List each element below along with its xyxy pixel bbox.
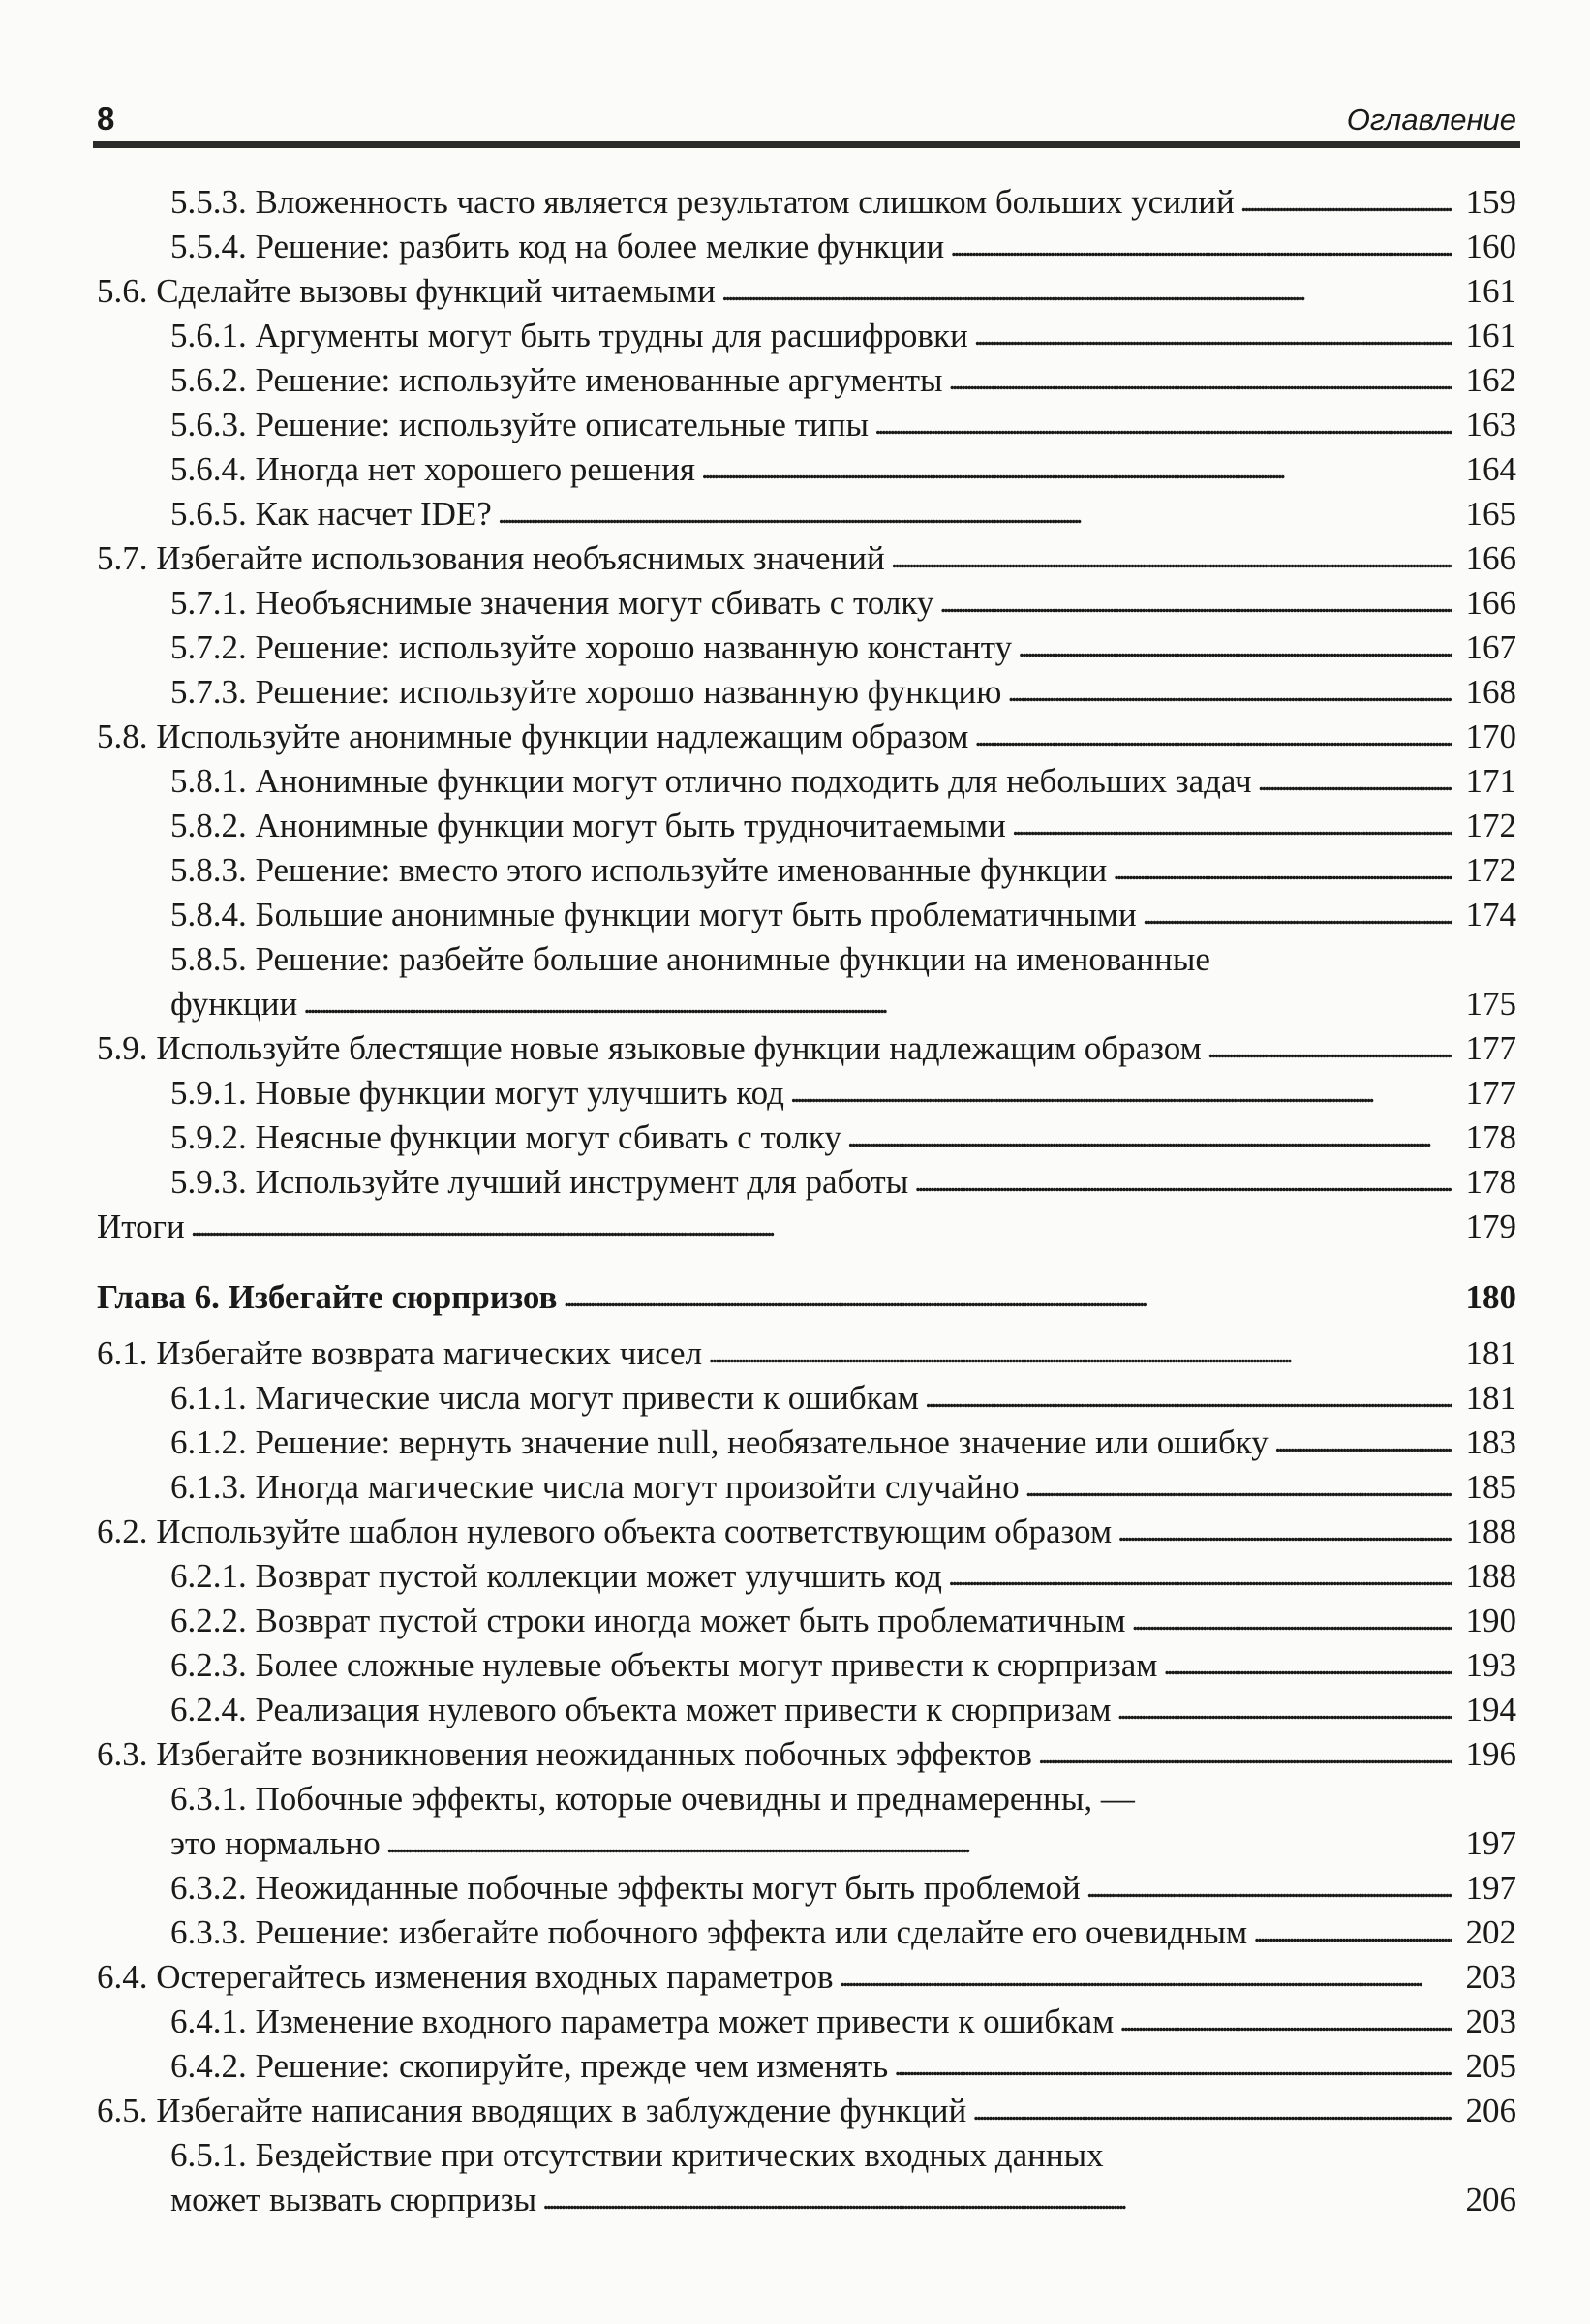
toc-entry [93,1071,1516,1116]
dot-leader [1012,804,1452,848]
toc-entry [93,1160,1516,1205]
toc-page-number: 206 [1465,2181,1516,2218]
toc-entry [93,626,1516,670]
dot-leader [1163,1643,1452,1688]
toc-page-number: 179 [1465,1208,1516,1245]
toc-entry-title: 5.9.1. Новые функции могут улучшить код [170,1074,784,1112]
toc-page-number: 197 [1465,1869,1516,1907]
dot-leader [790,1071,1452,1116]
toc-page-number: 183 [1465,1423,1516,1461]
toc-entry [93,2044,1516,2089]
toc-entry-title: 5.8.1. Анонимные функции могут отлично подходить для небольших задач [170,762,1252,800]
dot-leader [1119,2000,1452,2044]
dot-leader [1258,759,1452,804]
toc-entry [93,447,1516,492]
toc-page-number: 188 [1465,1557,1516,1595]
toc-entry-title: 6.1. Избегайте возврата магических чисел [97,1334,703,1372]
toc-entry [93,715,1516,759]
header-rule [93,141,1520,148]
toc-entry-title: 5.5.3. Вложенность часто является результатом слишком больших усилий [170,183,1235,221]
dot-leader [948,1554,1452,1599]
toc-entry-title: 5.6.1. Аргументы могут быть трудны для расшифровки [170,317,968,354]
toc-entry-title-continued: это нормально [170,1824,381,1862]
toc-page-number: 171 [1465,762,1516,800]
toc-page-number: 167 [1465,628,1516,666]
toc-entry [93,314,1516,358]
toc-page-number: 181 [1465,1379,1516,1417]
toc-page-number: 180 [1465,1278,1516,1316]
dot-leader [840,1955,1452,2000]
toc-entry [93,1465,1516,1510]
toc-entry-title: 5.6.4. Иногда нет хорошего решения [170,450,695,488]
toc-page-number: 161 [1465,317,1516,354]
toc-entry-title: 6.4.2. Решение: скопируйте, прежде чем изменять [170,2047,889,2085]
toc-page-number: 163 [1465,406,1516,443]
toc-entry-title: 5.9.2. Неясные функции могут сбивать с толку [170,1118,841,1156]
toc-entry-title: 6.5.1. Бездействие при отсутствии критических входных данных [170,2136,1104,2174]
toc-entry [93,1955,1516,2000]
toc-entry-continuation [93,982,1516,1026]
toc-page-number: 174 [1465,896,1516,933]
dot-leader [191,1205,1452,1249]
toc-entry-title: 6.3.2. Неожиданные побочные эффекты могут быть проблемой [170,1869,1081,1907]
page-header [93,97,1520,145]
dot-leader [1132,1599,1453,1643]
toc-entry-title: 6.2.4. Реализация нулевого объекта может привести к сюрпризам [170,1691,1112,1728]
toc-entry [93,804,1516,848]
toc-entry-title: 6.2.3. Более сложные нулевые объекты могут привести к сюрпризам [170,1646,1158,1684]
dot-leader [949,358,1452,403]
toc-entry [93,536,1516,581]
table-of-contents [93,180,1516,2222]
dot-leader [1113,848,1452,893]
toc-entry-title: 5.8.4. Большие анонимные функции могут быть проблематичными [170,896,1137,933]
toc-entry [93,1599,1516,1643]
dot-leader [1007,670,1452,715]
toc-page-number: 165 [1465,495,1516,533]
toc-entry-title: 6.1.2. Решение: вернуть значение null, необязательное значение или ошибку [170,1423,1269,1461]
toc-page-number: 170 [1465,718,1516,755]
toc-entry [93,2133,1516,2178]
toc-page-number: 181 [1465,1334,1516,1372]
dot-leader [542,2178,1452,2222]
dot-leader [386,1821,1452,1866]
toc-entry-title: 5.5.4. Решение: разбить код на более мелкие функции [170,228,945,265]
toc-page-number: 205 [1465,2047,1516,2085]
dot-leader [1025,1465,1452,1510]
page-number: 8 [97,101,115,137]
toc-entry [93,1643,1516,1688]
toc-entry-title: 6.2.1. Возврат пустой коллекции может улучшить код [170,1557,942,1595]
toc-page-number: 203 [1465,2003,1516,2040]
toc-entry-title: 6.2.2. Возврат пустой строки иногда может быть проблематичным [170,1602,1126,1639]
toc-page-number: 197 [1465,1824,1516,1862]
toc-page-number: 166 [1465,539,1516,577]
toc-page-number: 203 [1465,1958,1516,1996]
toc-entry-title: 5.8. Используйте анонимные функции надлежащим образом [97,718,969,755]
toc-entry [93,269,1516,314]
dot-leader [721,269,1452,314]
toc-page-number: 162 [1465,361,1516,399]
toc-entry [93,358,1516,403]
dot-leader [847,1116,1452,1160]
toc-entry-title-continued: может вызвать сюрпризы [170,2181,537,2218]
toc-page-number: 166 [1465,584,1516,622]
toc-entry-title: 5.6.2. Решение: используйте именованные аргументы [170,361,943,399]
dot-leader [498,492,1452,536]
toc-page-number: 178 [1465,1118,1516,1156]
dot-leader [874,403,1452,447]
toc-entry [93,1331,1516,1376]
toc-entry-title: 5.8.3. Решение: вместо этого используйте именованные функции [170,851,1108,889]
dot-leader [939,581,1452,626]
toc-entry [93,581,1516,626]
toc-entry-title: 6.3.3. Решение: избегайте побочного эффекта или сделайте его очевидным [170,1913,1248,1951]
toc-entry-title: Итоги [97,1208,185,1245]
toc-entry [93,670,1516,715]
toc-entry-title: 6.1.1. Магические числа могут привести к ошибкам [170,1379,919,1417]
toc-entry [93,1510,1516,1554]
toc-page-number: 172 [1465,807,1516,844]
toc-entry [93,759,1516,804]
toc-page-number: 202 [1465,1913,1516,1951]
toc-entry-continuation [93,1821,1516,1866]
toc-chapter [93,1275,1516,1320]
dot-leader [1038,1732,1452,1777]
toc-entry [93,893,1516,937]
dot-leader [974,314,1452,358]
toc-entry [93,2089,1516,2133]
toc-page-number: 194 [1465,1691,1516,1728]
dot-leader [1240,180,1452,225]
dot-leader [974,715,1452,759]
toc-page-number: 206 [1465,2092,1516,2129]
toc-entry-title: 5.6.5. Как насчет IDE? [170,495,492,533]
toc-page-number: 175 [1465,985,1516,1023]
toc-entry-title: 5.8.5. Решение: разбейте большие анонимные функции на именованные [170,940,1210,978]
toc-entry [93,1732,1516,1777]
toc-entry [93,1421,1516,1465]
toc-page-number: 164 [1465,450,1516,488]
toc-entry-title: 5.6.3. Решение: используйте описательные типы [170,406,869,443]
toc-entry-title: 5.9.3. Используйте лучший инструмент для работы [170,1163,909,1201]
toc-entry-title-continued: функции [170,985,298,1023]
dot-leader [701,447,1452,492]
toc-page-number: 159 [1465,183,1516,221]
toc-entry [93,225,1516,269]
toc-page-number: 178 [1465,1163,1516,1201]
dot-leader [972,2089,1452,2133]
toc-entry-title: 6.3. Избегайте возникновения неожиданных побочных эффектов [97,1735,1032,1773]
running-title: Оглавление [1346,103,1516,137]
toc-entry [93,1866,1516,1911]
dot-leader [708,1331,1452,1376]
dot-leader [303,982,1452,1026]
dot-leader [1143,893,1452,937]
toc-entry-title: 6.4. Остерегайтесь изменения входных параметров [97,1958,834,1996]
toc-entry [93,403,1516,447]
toc-entry [93,180,1516,225]
toc-entry-title: 5.6. Сделайте вызовы функций читаемыми [97,272,716,310]
toc-entry [93,1026,1516,1071]
dot-leader [1274,1421,1452,1465]
toc-page-number: 188 [1465,1513,1516,1550]
toc-page-number: 160 [1465,228,1516,265]
dot-leader [891,536,1452,581]
toc-entry [93,937,1516,982]
toc-entry-title: 6.1.3. Иногда магические числа могут произойти случайно [170,1468,1020,1506]
toc-entry-title: 5.8.2. Анонимные функции могут быть трудночитаемыми [170,807,1006,844]
dot-leader [894,2044,1452,2089]
toc-entry-title: 5.7.3. Решение: используйте хорошо названную функцию [170,673,1002,711]
toc-page-number: 185 [1465,1468,1516,1506]
dot-leader [1208,1026,1452,1071]
toc-entry [93,1116,1516,1160]
toc-entry [93,1688,1516,1732]
toc-entry [93,1911,1516,1955]
toc-entry-continuation [93,2178,1516,2222]
toc-entry-title: 6.4.1. Изменение входного параметра может привести к ошибкам [170,2003,1115,2040]
toc-entry [93,492,1516,536]
toc-entry-title: 5.9. Используйте блестящие новые языковые функции надлежащим образом [97,1029,1202,1067]
toc-page-number: 196 [1465,1735,1516,1773]
dot-leader [925,1376,1452,1421]
toc-entry-title: 6.3.1. Побочные эффекты, которые очевидны и преднамеренны, — [170,1780,1135,1818]
dot-leader [950,225,1452,269]
toc-page-number: 177 [1465,1029,1516,1067]
toc-page-number: 190 [1465,1602,1516,1639]
dot-leader [914,1160,1452,1205]
toc-entry [93,1376,1516,1421]
toc-page-number: 193 [1465,1646,1516,1684]
dot-leader [1117,1510,1452,1554]
toc-entry-title: 5.7. Избегайте использования необъяснимых значений [97,539,885,577]
toc-page-number: 168 [1465,673,1516,711]
toc-entry [93,1554,1516,1599]
dot-leader [1117,1688,1453,1732]
toc-page-number: 177 [1465,1074,1516,1112]
toc-entry [93,2000,1516,2044]
toc-entry [93,1205,1516,1249]
toc-entry [93,848,1516,893]
toc-page-number: 161 [1465,272,1516,310]
toc-entry-title: 5.7.2. Решение: используйте хорошо названную константу [170,628,1013,666]
dot-leader [563,1275,1452,1320]
toc-entry-title: 5.7.1. Необъяснимые значения могут сбивать с толку [170,584,934,622]
toc-entry [93,1777,1516,1821]
toc-entry-title: Глава 6. Избегайте сюрпризов [97,1278,558,1316]
toc-page-number: 172 [1465,851,1516,889]
toc-entry-title: 6.5. Избегайте написания вводящих в заблуждение функций [97,2092,967,2129]
dot-leader [1018,626,1452,670]
dot-leader [1086,1866,1452,1911]
dot-leader [1253,1911,1452,1955]
toc-entry-title: 6.2. Используйте шаблон нулевого объекта соответствующим образом [97,1513,1113,1550]
